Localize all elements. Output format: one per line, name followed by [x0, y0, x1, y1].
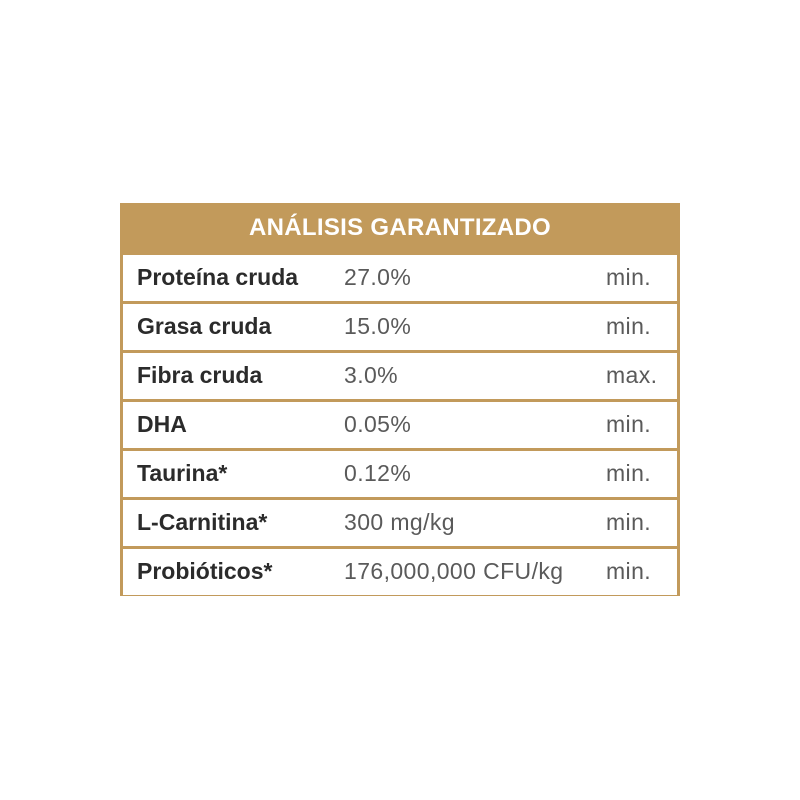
nutrient-qualifier: min. [606, 411, 652, 437]
table-row [123, 549, 677, 595]
nutrient-value: 176,000,000 CFU/kg [344, 558, 564, 584]
nutrient-qualifier: max. [606, 362, 658, 388]
nutrient-name: DHA [137, 411, 187, 437]
table-row [123, 353, 677, 399]
nutrient-qualifier: min. [606, 509, 652, 535]
nutrient-value: 300 mg/kg [344, 509, 455, 535]
nutrient-qualifier: min. [606, 558, 652, 584]
nutrient-value: 3.0% [344, 362, 399, 388]
nutrient-name: Proteína cruda [137, 264, 299, 290]
table-row [123, 255, 677, 301]
nutrient-qualifier: min. [606, 313, 652, 339]
nutrient-value: 0.05% [344, 411, 412, 437]
nutrient-name: Taurina* [137, 460, 228, 486]
table-row [123, 451, 677, 497]
table-row [123, 304, 677, 350]
table-title: ANÁLISIS GARANTIZADO [249, 213, 551, 241]
table-body [123, 255, 677, 595]
nutrient-name: Grasa cruda [137, 313, 272, 339]
nutrient-qualifier: min. [606, 460, 652, 486]
nutrient-name: Probióticos* [137, 558, 273, 584]
nutrient-name: Fibra cruda [137, 362, 263, 388]
nutrient-name: L-Carnitina* [137, 509, 268, 535]
table-row [123, 500, 677, 546]
nutrient-value: 27.0% [344, 264, 412, 290]
guaranteed-analysis-table [120, 203, 680, 596]
nutrient-value: 0.12% [344, 460, 412, 486]
nutrient-qualifier: min. [606, 264, 652, 290]
table-row [123, 402, 677, 448]
nutrient-value: 15.0% [344, 313, 412, 339]
